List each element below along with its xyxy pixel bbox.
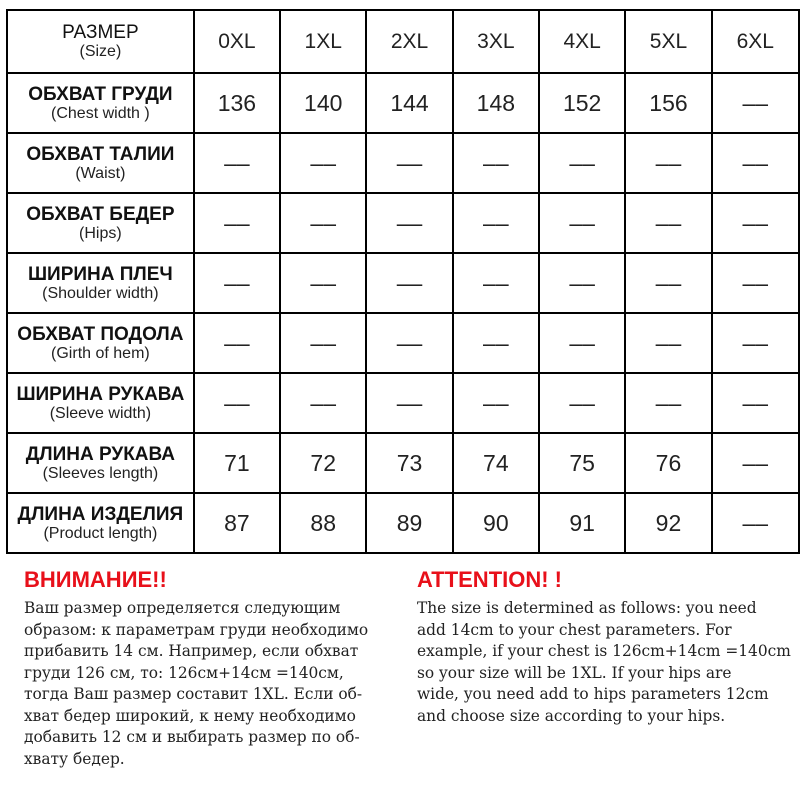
table-cell: –– [453, 313, 539, 373]
row-label-ru: ШИРИНА РУКАВА [16, 383, 185, 405]
table-cell: –– [712, 193, 799, 253]
notice-title-ru: ВНИМАНИЕ!! [24, 567, 167, 592]
table-cell: 136 [194, 73, 280, 133]
notice-line: прибавить 14 см. Например, если обхват [24, 642, 359, 660]
table-cell: 88 [280, 493, 366, 553]
table-cell: –– [366, 373, 452, 433]
row-label [7, 313, 194, 373]
notice-line: add 14cm to your chest parameters. For [417, 620, 732, 639]
size-header-row [7, 10, 799, 73]
notice-body-ru [24, 598, 414, 770]
row-label-ru: ОБХВАТ ТАЛИИ [26, 143, 175, 165]
table-cell: 76 [625, 433, 711, 493]
table-row-sleeve-width [7, 373, 799, 433]
row-label [7, 253, 194, 313]
notice-line: хват бедер широкий, к нему необходимо [24, 706, 356, 725]
row-label [7, 373, 194, 433]
table-cell: 91 [539, 493, 625, 553]
table-cell: 89 [366, 493, 452, 553]
notice-body-en [417, 598, 800, 727]
notice-line: The size is determined as follows: you need [417, 599, 757, 617]
table-cell: –– [366, 253, 452, 313]
table-cell: –– [366, 133, 452, 193]
table-cell: –– [280, 253, 366, 313]
table-cell: –– [280, 313, 366, 373]
size-header-ru: РАЗМЕР [62, 22, 139, 43]
table-cell: –– [625, 373, 711, 433]
table-cell: 75 [539, 433, 625, 493]
table-cell: –– [194, 313, 280, 373]
table-cell: 87 [194, 493, 280, 553]
table-cell: –– [280, 373, 366, 433]
notice-line: wide, you need add to hips parameters 12cm [417, 685, 769, 703]
row-label-en: (Hips) [79, 224, 122, 242]
row-label-en: (Shoulder width) [42, 284, 159, 302]
table-cell: –– [280, 193, 366, 253]
table-cell: 140 [280, 73, 366, 133]
table-cell: –– [712, 133, 799, 193]
row-label [7, 493, 194, 553]
size-col-header: 5XL [625, 10, 711, 73]
table-cell: 72 [280, 433, 366, 493]
table-cell: –– [625, 133, 711, 193]
size-chart-table [6, 9, 800, 554]
table-row-sleeves-length [7, 433, 799, 493]
table-cell: –– [712, 253, 799, 313]
notice-line: тогда Ваш размер составит 1XL. Если об- [24, 685, 363, 703]
size-header-label [7, 10, 194, 73]
table-cell: –– [712, 493, 799, 553]
row-label [7, 193, 194, 253]
row-label-ru: ОБХВАТ ПОДОЛА [17, 323, 184, 345]
row-label-en: (Girth of hem) [51, 344, 150, 362]
row-label-en: (Chest width ) [51, 104, 150, 122]
table-cell: –– [194, 133, 280, 193]
notice-line: хвату бедер. [24, 749, 125, 768]
notice-line: образом: к параметрам груди необходимо [24, 620, 369, 639]
table-cell: 144 [366, 73, 452, 133]
notice-title-en: ATTENTION! ! [417, 567, 563, 592]
table-cell: –– [453, 253, 539, 313]
table-cell: 92 [625, 493, 711, 553]
table-cell: –– [625, 253, 711, 313]
table-cell: –– [625, 313, 711, 373]
row-label-ru: ДЛИНА РУКАВА [25, 443, 176, 465]
table-cell: 73 [366, 433, 452, 493]
table-cell: –– [712, 373, 799, 433]
row-label-en: (Waist) [75, 164, 126, 182]
row-label-ru: ШИРИНА ПЛЕЧ [27, 263, 173, 285]
table-row-hips [7, 193, 799, 253]
table-row-chest-width [7, 73, 799, 133]
row-label-ru: ОБХВАТ ГРУДИ [28, 83, 173, 105]
size-col-header: 2XL [366, 10, 452, 73]
table-cell: –– [453, 133, 539, 193]
size-col-header: 0XL [194, 10, 280, 73]
size-col-header: 6XL [712, 10, 799, 73]
table-row-shoulder-width [7, 253, 799, 313]
row-label-en: (Product length) [43, 524, 158, 542]
table-cell: 71 [194, 433, 280, 493]
table-cell: 156 [625, 73, 711, 133]
row-label-en: (Sleeves length) [42, 464, 159, 482]
row-label-en: (Sleeve width) [49, 404, 152, 422]
table-cell: –– [194, 373, 280, 433]
table-cell: –– [194, 193, 280, 253]
table-cell: –– [194, 253, 280, 313]
size-header-en: (Size) [79, 43, 122, 60]
notice-line: Ваш размер определяется следующим [24, 599, 341, 617]
table-row-girth-of-hem [7, 313, 799, 373]
table-cell: –– [539, 373, 625, 433]
table-cell: –– [539, 253, 625, 313]
table-cell: –– [712, 433, 799, 493]
notice-line: груди 126 см, то: 126см+14см =140см, [24, 663, 344, 682]
notice-line: and choose size according to your hips. [417, 706, 726, 725]
table-cell: 152 [539, 73, 625, 133]
table-row-product-length [7, 493, 799, 553]
table-cell: –– [539, 133, 625, 193]
notice-russian [24, 566, 414, 770]
table-cell: –– [539, 193, 625, 253]
table-cell: –– [280, 133, 366, 193]
table-cell: –– [712, 73, 799, 133]
table-cell: 148 [453, 73, 539, 133]
notice-line: so your size will be 1XL. If your hips are [417, 663, 732, 682]
row-label-ru: ДЛИНА ИЗДЕЛИЯ [17, 503, 184, 525]
size-col-header: 3XL [453, 10, 539, 73]
table-row-waist [7, 133, 799, 193]
notice-line: example, if your chest is 126cm+14cm =140cm [417, 642, 791, 660]
row-label-ru: ОБХВАТ БЕДЕР [26, 203, 175, 225]
table-cell: –– [366, 193, 452, 253]
notice-line: добавить 12 см и выбирать размер по об- [24, 728, 360, 746]
table-cell: –– [366, 313, 452, 373]
size-col-header: 1XL [280, 10, 366, 73]
row-label [7, 73, 194, 133]
table-cell: –– [539, 313, 625, 373]
table-cell: 90 [453, 493, 539, 553]
table-cell: –– [625, 193, 711, 253]
row-label [7, 133, 194, 193]
table-cell: –– [712, 313, 799, 373]
table-cell: –– [453, 373, 539, 433]
row-label [7, 433, 194, 493]
size-col-header: 4XL [539, 10, 625, 73]
table-cell: 74 [453, 433, 539, 493]
table-cell: –– [453, 193, 539, 253]
notice-english [417, 566, 800, 727]
